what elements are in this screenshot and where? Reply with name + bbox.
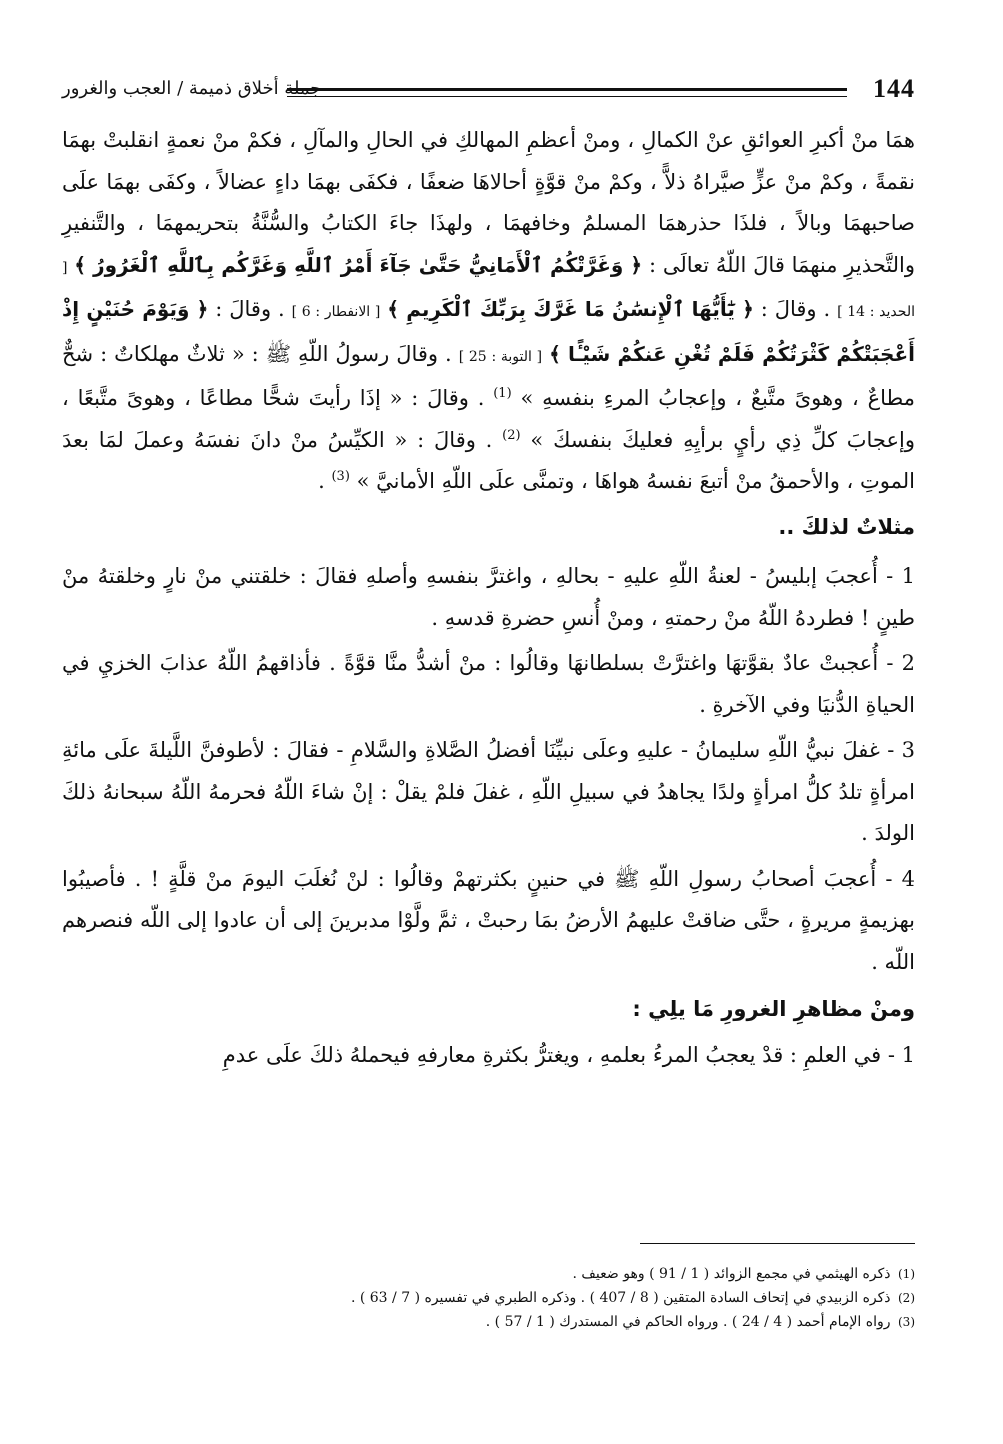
intro-paragraph (62, 120, 915, 503)
running-title: جملة أخلاق ذميمة / العجب والغرور (62, 78, 322, 99)
text-span: . وقالَ : (215, 297, 285, 321)
verse-reference: [ الانفطار : 6 ] (291, 304, 381, 320)
list-item: 2 - أُعجبتْ عادٌ بقوَّتهَا واغترَّتْ بسلطانهَا وقالُوا : منْ أشدُّ منَّا قوَّةً . فأذاقهمُ اللّهُ عذابَ الخزيِ في الحياةِ الدُّنيَا وفي الآخرةِ . (62, 651, 915, 717)
verse-reference: [ الحديد : 14 ] (62, 259, 915, 320)
footnote-number: (2) (897, 1291, 915, 1305)
text-span: . وقالَ رسولُ اللّهِ ﷺ : « ثلاثٌ مهلكاتٌ : شحٌّ مطاعٌ ، وهوىً متَّبعٌ ، وإعجابُ المرءِ بنفسهِ » (62, 341, 915, 410)
quran-verse: ﴿ وَغَرَّتْكُمُ ٱلْأَمَانِيُّ حَتَّىٰ جَآءَ أَمْرُ ٱللَّهِ وَغَرَّكُم بِٱللَّهِ ٱلْغَرُورُ ﴾ (74, 252, 643, 277)
footnote-text: رواه الإمام أحمد ( 4 / 24 ) . ورواه الحاكم في المستدرك ( 1 / 57 ) . (485, 1314, 891, 1330)
page-header (62, 74, 915, 110)
list-item: 1 - أُعجبَ إبليسُ - لعنةُ اللّهِ عليهِ - بحالهِ ، واغترَّ بنفسهِ وأصلهِ فقالَ : خلقتني منْ نارٍ وخلقتهُ منْ طينٍ ! فطردهُ اللّهُ منْ رحمتهِ ، ومنْ أُنسِ حضرةِ قدسهِ . (62, 564, 915, 630)
book-page (62, 0, 915, 1444)
footnote-text: ذكره الزبيدي في إتحاف السادة المتقين ( 8 / 407 ) . وذكره الطبري في تفسيره ( 7 / 63 ) . (350, 1290, 891, 1306)
footnote-marker[interactable]: (2) (502, 427, 521, 443)
text-span: . وقالَ : « الكيِّسُ منْ دانَ نفسَهُ وعملَ لمَا بعدَ الموتِ ، والأحمقُ منْ أتبعَ نفسهُ هواهَا ، وتمنَّى علَى اللّهِ الأمانيَّ » (62, 427, 915, 493)
quran-verse: ﴿ يَٰٓأَيُّهَا ٱلْإِنسَٰنُ مَا غَرَّكَ بِرَبِّكَ ٱلْكَرِيمِ ﴾ (387, 297, 754, 321)
footnote (62, 1310, 915, 1334)
main-text (62, 120, 915, 1076)
text-span: همَا منْ أكبرِ العوائقِ عنْ الكمالِ ، ومنْ أعظمِ المهالكِ في الحالِ والمآلِ ، فكمْ منْ نعمةٍ انقلبتْ بهمَا نقمةً ، وكمْ منْ عزٍّ صيَّراهُ ذلاًّ ، وكمْ منْ قوَّةٍ أحالاهَا ضعفًا ، فكفَى بهمَا داءٍ عضالاً ، وكفَى بهمَا علَى صاحبهمَا وبالاً ، فلذَا حذرهمَا المسلمُ وخافهمَا ، ولهذَا جاءَ الكتابُ والسُّنَّةُ بتحريمهمَا ، والتَّنفيرِ والتَّحذيرِ منهمَا قالَ اللّهُ تعالَى : (62, 128, 915, 277)
footnote-number: (1) (897, 1267, 915, 1281)
header-rule (287, 88, 847, 97)
text-span: . وقالَ : (760, 297, 831, 321)
section-heading: ومنْ مظاهرِ الغرورِ مَا يلِي : (632, 997, 915, 1021)
footnote (62, 1262, 915, 1286)
list-item: 3 - غفلَ نبيُّ اللّهِ سليمانُ - عليهِ وعلَى نبيِّنَا أفضلُ الصَّلاةِ والسَّلامِ - فقالَ : لأطوفنَّ اللَّيلةَ علَى مائةِ امرأةٍ تلدُ كلُّ امرأةٍ ولدًا يجاهدُ في سبيلِ اللّهِ ، غفلَ فلمْ يقلْ : إنْ شاءَ اللّهُ فحرمهُ اللّهُ سبحانهُ ذلكَ الولدَ . (62, 738, 915, 845)
footnote-text: ذكره الهيثمي في مجمع الزوائد ( 1 / 91 ) وهو ضعيف . (572, 1266, 891, 1282)
footnotes (62, 1262, 915, 1334)
footnote-marker[interactable]: (1) (493, 386, 512, 401)
footnote (62, 1286, 915, 1310)
footnote-number: (3) (897, 1315, 915, 1329)
list-item: 4 - أُعجبَ أصحابُ رسولِ اللّهِ ﷺ في حنينٍ بكثرتهمْ وقالُوا : لنْ نُغلَبَ اليومَ منْ قلَّةٍ ! . فأصيبُوا بهزيمةٍ مريرةٍ ، حتَّى ضاقتْ عليهمُ الأرضُ بمَا رحبتْ ، ثمَّ ولَّوْا مدبرينَ إلى أن عادوا إلى اللّه فنصرهم اللّه . (62, 866, 915, 974)
footnote-marker[interactable]: (3) (331, 469, 350, 484)
section-heading: مثلاتٌ لذلكَ .. (778, 514, 915, 539)
verse-reference: [ التوبة : 25 ] (458, 348, 543, 365)
text-span: . (318, 469, 325, 493)
page-number: 144 (873, 74, 915, 103)
list-item: 1 - في العلمِ : قدْ يعجبُ المرءُ بعلمهِ ، ويغترُّ بكثرةِ معارفهِ فيحملهُ ذلكَ علَى عدمِ (222, 1042, 915, 1067)
text-span: . وقالَ : « إذَا رأيتَ شحًّا مطاعًا ، وهوىً متَّبعًا ، وإعجابَ كلِّ ذِي رأيٍ برأيِهِ فعليكَ بنفسكَ » (62, 386, 915, 452)
footnote-divider (640, 1243, 915, 1244)
quran-verse: ﴿ وَيَوْمَ حُنَيْنٍ إِذْ أَعْجَبَتْكُمْ كَثْرَتُكُمْ فَلَمْ تُغْنِ عَنكُمْ شَيْـًٔا ﴾ (62, 297, 915, 366)
